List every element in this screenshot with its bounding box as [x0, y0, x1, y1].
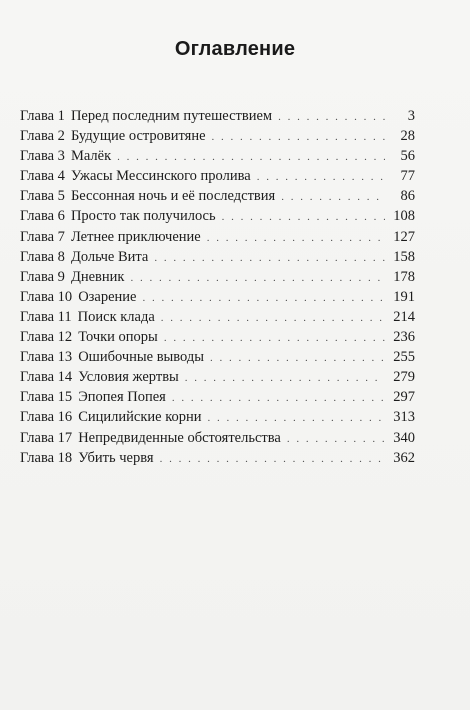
page-number: 77	[400, 168, 415, 185]
dot-leader	[164, 328, 385, 348]
toc-entry[interactable]	[20, 267, 415, 287]
chapter-number: Глава 10	[20, 288, 73, 305]
chapter-number: Глава 5	[20, 188, 65, 205]
chapter-number: Глава 11	[20, 308, 72, 325]
chapter-title: Сицилийские корни	[78, 409, 202, 426]
dot-leader	[160, 449, 385, 469]
dot-leader	[281, 187, 385, 207]
chapter-title: Эпопея Попея	[78, 389, 166, 406]
dot-leader	[212, 127, 385, 147]
dot-leader	[257, 167, 385, 187]
dot-leader	[207, 228, 385, 248]
dot-leader	[208, 408, 385, 428]
chapter-title: Условия жертвы	[78, 369, 179, 386]
toc-entry[interactable]	[20, 327, 415, 347]
dot-leader	[287, 429, 385, 449]
chapter-title: Дневник	[70, 268, 125, 285]
chapter-number: Глава 1	[20, 108, 65, 124]
chapter-title: Дольче Вита	[70, 248, 149, 265]
page-number: 28	[400, 128, 415, 145]
chapter-title: Ошибочные выводы	[78, 349, 204, 366]
chapter-number: Глава 6	[20, 208, 65, 225]
chapter-number: Глава 9	[20, 268, 65, 285]
chapter-number: Глава 14	[20, 369, 73, 386]
toc-entry[interactable]	[20, 126, 415, 146]
dot-leader	[117, 147, 385, 167]
toc-entry[interactable]	[20, 247, 415, 267]
toc-entry[interactable]	[20, 307, 415, 327]
dot-leader	[222, 207, 385, 227]
chapter-number: Глава 7	[20, 228, 65, 245]
toc-entry[interactable]	[20, 287, 415, 307]
page-number: 362	[393, 449, 415, 466]
chapter-title: Бессонная ночь и её последствия	[70, 188, 276, 205]
chapter-title: Малёк	[70, 148, 112, 165]
dot-leader	[172, 388, 385, 408]
page-number: 56	[400, 148, 415, 165]
dot-leader	[185, 368, 385, 388]
toc-entry[interactable]	[20, 106, 415, 126]
page-number: 279	[393, 369, 415, 386]
chapter-title: Озарение	[78, 288, 137, 305]
page-number: 236	[393, 329, 415, 346]
page-number: 3	[407, 108, 415, 124]
toc-entry[interactable]	[20, 347, 415, 367]
page-number: 191	[393, 288, 415, 305]
table-of-contents	[20, 106, 415, 468]
page-number: 297	[393, 389, 415, 406]
page-number: 214	[393, 308, 415, 325]
page-number: 178	[393, 268, 415, 285]
page-number: 108	[393, 208, 415, 225]
toc-entry[interactable]	[20, 166, 415, 186]
chapter-title: Непредвиденные обстоятельства	[78, 429, 281, 446]
chapter-title: Поиск клада	[77, 308, 155, 325]
toc-entry[interactable]	[20, 367, 415, 387]
dot-leader	[210, 348, 385, 368]
toc-entry[interactable]	[20, 407, 415, 427]
chapter-number: Глава 2	[20, 128, 65, 145]
chapter-title: Точки опоры	[78, 329, 158, 346]
chapter-title: Убить червя	[78, 449, 154, 466]
toc-entry[interactable]	[20, 227, 415, 247]
chapter-title: Ужасы Мессинского пролива	[70, 168, 251, 185]
dot-leader	[278, 107, 385, 127]
dot-leader	[142, 288, 385, 308]
chapter-number: Глава 16	[20, 409, 73, 426]
chapter-title: Перед последним путешествием	[70, 108, 273, 124]
page-number: 340	[393, 429, 415, 446]
dot-leader	[154, 248, 385, 268]
dot-leader	[161, 308, 385, 328]
chapter-number: Глава 4	[20, 168, 65, 185]
toc-entry[interactable]	[20, 448, 415, 468]
chapter-number: Глава 13	[20, 349, 73, 366]
chapter-title: Будущие островитяне	[70, 128, 206, 145]
dot-leader	[130, 268, 385, 288]
chapter-title: Летнее приключение	[70, 228, 201, 245]
page-number: 86	[400, 188, 415, 205]
chapter-number: Глава 15	[20, 389, 73, 406]
chapter-number: Глава 18	[20, 449, 73, 466]
page-title: Оглавление	[174, 38, 296, 60]
page-number: 313	[393, 409, 415, 426]
page-number: 127	[393, 228, 415, 245]
chapter-number: Глава 3	[20, 148, 65, 165]
page-number: 158	[393, 248, 415, 265]
toc-entry[interactable]	[20, 146, 415, 166]
page-number: 255	[393, 349, 415, 366]
chapter-number: Глава 12	[20, 329, 73, 346]
chapter-number: Глава 8	[20, 248, 65, 265]
chapter-number: Глава 17	[20, 429, 73, 446]
toc-entry[interactable]	[20, 186, 415, 206]
toc-entry[interactable]	[20, 206, 415, 226]
toc-entry[interactable]	[20, 428, 415, 448]
chapter-title: Просто так получилось	[70, 208, 216, 225]
toc-entry[interactable]	[20, 387, 415, 407]
